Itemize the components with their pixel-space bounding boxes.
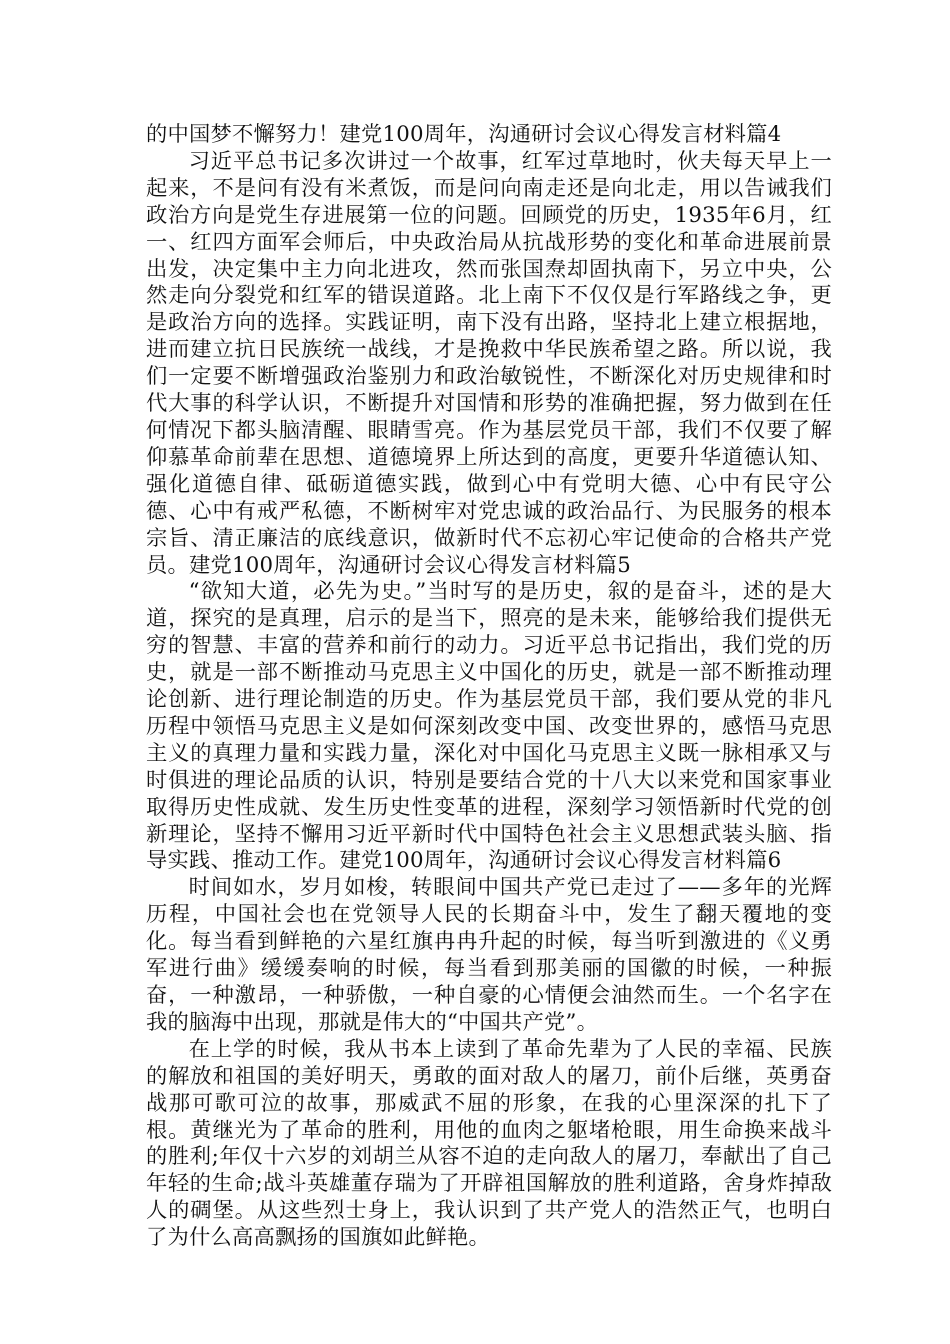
paragraph-2: 习近平总书记多次讲过一个故事，红军过草地时，伙夫每天早上一起来，不是问有没有米煮饭，而是问向南走还是向北走，用以告诫我们政治方向是党生存进展第一位的问题。回顾党的历史，1935年6月，红一、红四方面军会师后，中央政治局从抗战形势的变化和革命进展前景出发，决定集中主力向北进攻，然而张国焘却固执南下，另立中央，公然走向分裂党和红军的错误道路。北上南下不仅仅是行军路线之争，更是政治方向的选择。实践证明，南下没有出路，坚持北上建立根据地，进而建立抗日民族统一战线，才是挽救中华民族希望之路。所以说，我们一定要不断增强政治鉴别力和政治敏锐性，不断深化对历史规律和时代大事的科学认识，不断提升对国情和形势的准确把握，努力做到在任何情况下都头脑清醒、眼睛雪亮。作为基层党员干部，我们不仅要了解仰慕革命前辈在思想、道德境界上所达到的高度，更要升华道德认知、强化道德自律、砥砺道德实践，做到心中有党明大德、心中有民守公德、心中有戒严私德，不断树牢对党忠诚的政治品行、为民服务的根本宗旨、清正廉洁的底线意识，做新时代不忘初心牢记使命的合格共产党员。建党100周年，沟通研讨会议心得发言材料篇5 [146, 148, 832, 578]
document-body [146, 122, 832, 1252]
paragraph-3: “欲知大道，必先为史。”当时写的是历史，叙的是奋斗，述的是大道，探究的是真理，启示的是当下，照亮的是未来，能够给我们提供无穷的智慧、丰富的营养和前行的动力。习近平总书记指出，我们党的历史，就是一部不断推动马克思主义中国化的历史，就是一部不断推动理论创新、进行理论制造的历史。作为基层党员干部，我们要从党的非凡历程中领悟马克思主义是如何深刻改变中国、改变世界的，感悟马克思主义的真理力量和实践力量，深化对中国化马克思主义既一脉相承又与时俱进的理论品质的认识，特别是要结合党的十八大以来党和国家事业取得历史性成就、发生历史性变革的进程，深刻学习领悟新时代党的创新理论，坚持不懈用习近平新时代中国特色社会主义思想武装头脑、指导实践、推动工作。建党100周年，沟通研讨会议心得发言材料篇6 [146, 579, 832, 874]
paragraph-5: 在上学的时候，我从书本上读到了革命先辈为了人民的幸福、民族的解放和祖国的美好明天，勇敢的面对敌人的屠刀，前仆后继，英勇奋战那可歌可泣的故事，那威武不屈的形象，在我的心里深深的扎下了根。黄继光为了革命的胜利，用他的血肉之躯堵枪眼，用生命换来战斗的胜利;年仅十六岁的刘胡兰从容不迫的走向敌人的屠刀，奉献出了自己年轻的生命;战斗英雄董存瑞为了开辟祖国解放的胜利道路，舍身炸掉敌人的碉堡。从这些烈士身上，我认识到了共产党人的浩然正气，也明白了为什么高高飘扬的国旗如此鲜艳。 [146, 1036, 832, 1251]
paragraph-1: 的中国梦不懈努力！建党100周年，沟通研讨会议心得发言材料篇4 [146, 122, 782, 147]
paragraph-4: 时间如水，岁月如梭，转眼间中国共产党已走过了——多年的光辉历程，中国社会也在党领导人民的长期奋斗中，发生了翻天覆地的变化。每当看到鲜艳的六星红旗冉冉升起的时候，每当听到激进的《义勇军进行曲》缓缓奏响的时候，每当看到那美丽的国徽的时候，一种振奋，一种激昂，一种骄傲，一种自豪的心情便会油然而生。一个名字在我的脑海中出现，那就是伟大的“中国共产党”。 [146, 875, 832, 1035]
